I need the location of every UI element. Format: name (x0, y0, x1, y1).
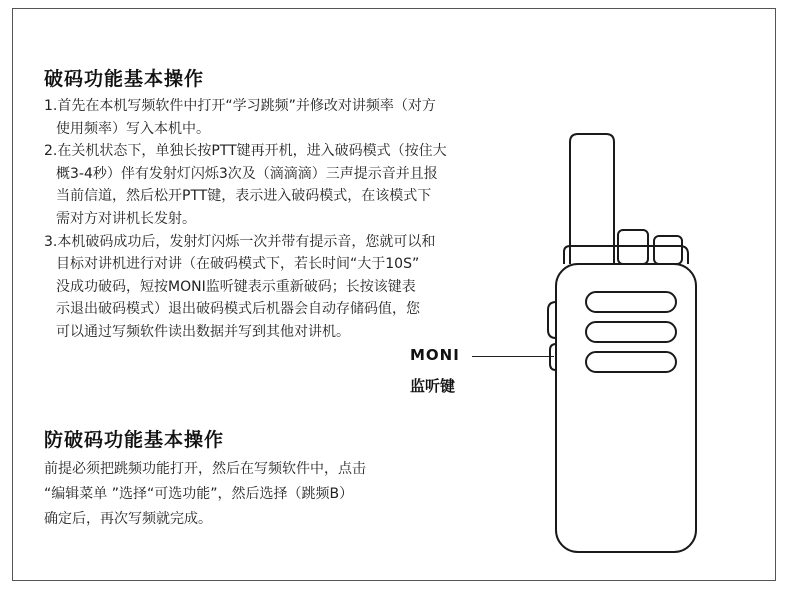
step-3-line-3: 没成功破码，短按MONI监听键表示重新破码；长按该键表 (56, 278, 416, 295)
section2-line-1: 前提必须把跳频功能打开，然后在写频软件中，点击 (44, 461, 366, 477)
step-2-line-3: 当前信道，然后松开PTT键，表示进入破码模式，在该模式下 (56, 188, 432, 205)
step-2-line-2: 概3-4秒）伴有发射灯闪烁3次及（滴滴滴）三声提示音并且报 (56, 165, 438, 182)
section1-body (44, 95, 514, 344)
speaker-slot-2 (586, 322, 676, 342)
moni-label: MONI (410, 346, 460, 364)
section2-title: 防破码功能基本操作 (44, 429, 225, 451)
step-1-line-1: 1.首先在本机写频软件中打开“学习跳频”并修改对讲频率（对方 (44, 98, 436, 114)
antenna (570, 134, 614, 264)
ptt-side-button (548, 302, 556, 338)
section2-body (44, 457, 504, 532)
speaker-slot-1 (586, 292, 676, 312)
section2-line-3: 确定后，再次写频就完成。 (44, 511, 212, 527)
walkie-talkie-illustration (540, 124, 720, 564)
step-3 (44, 231, 514, 344)
step-1-line-2: 使用频率）写入本机中。 (56, 120, 210, 137)
section2-line-2: “编辑菜单 ”选择“可选功能”，然后选择（跳频B） (44, 486, 354, 502)
step-2-line-1: 2.在关机状态下，单独长按PTT键再开机，进入破码模式（按住大 (44, 143, 447, 160)
step-3-line-1: 3.本机破码成功后，发射灯闪烁一次并带有提示音，您就可以和 (44, 233, 436, 250)
channel-knob (654, 236, 682, 264)
step-3-line-2: 目标对讲机进行对讲（在破码模式下，若长时间“大于10S” (56, 256, 420, 273)
moni-label-cn: 监听键 (410, 377, 456, 395)
speaker-slot-3 (586, 352, 676, 372)
section1-title: 破码功能基本操作 (44, 68, 205, 90)
step-2 (44, 140, 514, 230)
top-cap (564, 246, 688, 264)
step-3-line-5: 可以通过写频软件读出数据并写到其他对讲机。 (56, 323, 350, 340)
step-1 (44, 95, 514, 140)
step-2-line-4: 需对方对讲机长发射。 (56, 210, 196, 227)
step-3-line-4: 示退出破码模式）退出破码模式后机器会自动存储码值，您 (56, 301, 420, 318)
